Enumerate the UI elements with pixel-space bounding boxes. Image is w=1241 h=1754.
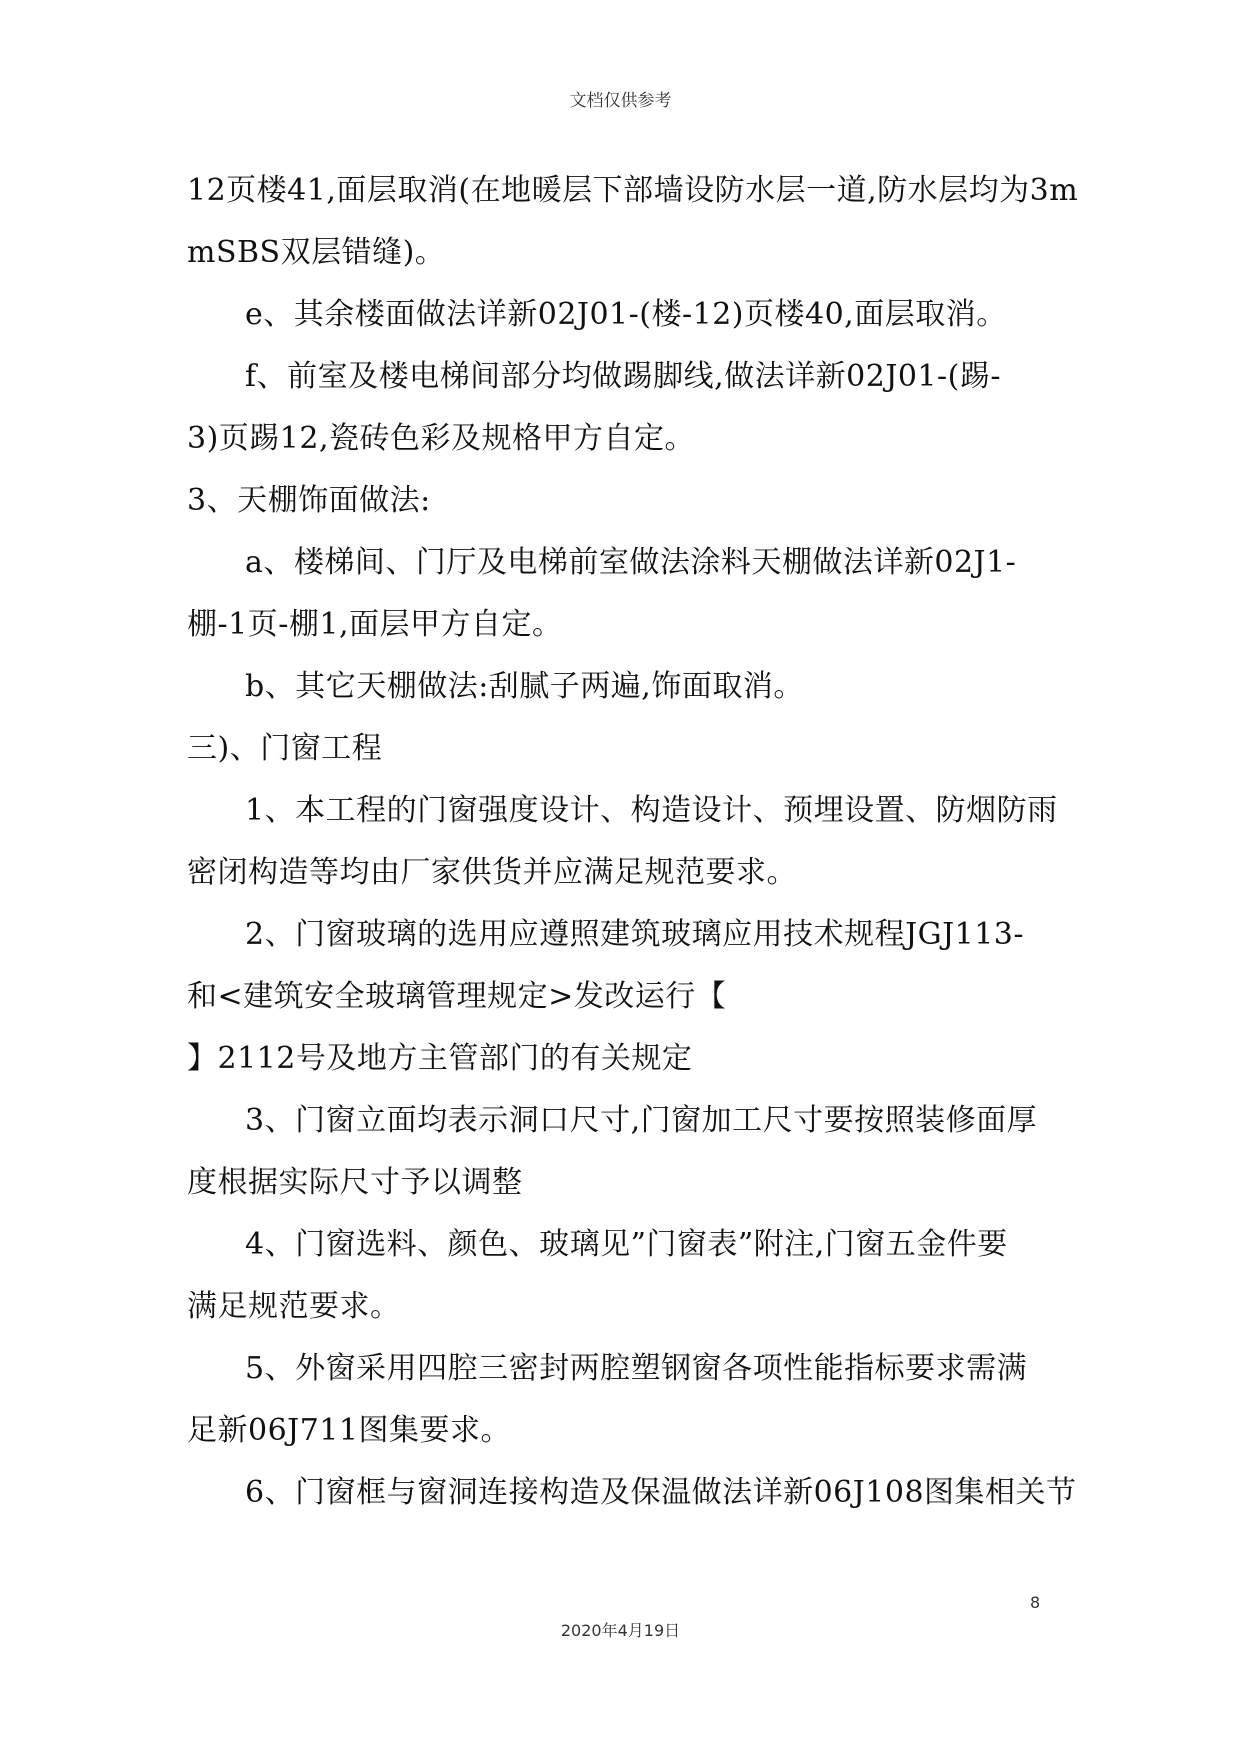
page-header: 文档仅供参考 xyxy=(569,91,672,111)
page-footer-date: 2020年4月19日 xyxy=(560,1621,681,1640)
text-line: b、其它天棚做法:刮腻子两遍,饰面取消。 xyxy=(245,669,804,704)
section-heading: 3、天棚饰面做法: xyxy=(187,483,431,518)
text-line: 】2112号及地方主管部门的有关规定 xyxy=(187,1041,693,1076)
text-line: 足新06J711图集要求。 xyxy=(187,1413,511,1448)
text-line: 满足规范要求。 xyxy=(187,1289,401,1324)
text-line: 3)页踢12,瓷砖色彩及规格甲方自定。 xyxy=(187,421,696,456)
text-line: 密闭构造等均由厂家供货并应满足规范要求。 xyxy=(187,855,797,890)
text-line: a、楼梯间、门厅及电梯前室做法涂料天棚做法详新02J1- xyxy=(245,545,1017,580)
text-line: 棚-1页-棚1,面层甲方自定。 xyxy=(187,607,563,642)
text-line: 4、门窗选料、颜色、玻璃见”门窗表”附注,门窗五金件要 xyxy=(245,1227,1008,1262)
text-line: 1、本工程的门窗强度设计、构造设计、预埋设置、防烟防雨 xyxy=(245,793,1058,828)
section-heading: 三)、门窗工程 xyxy=(187,731,383,766)
document-body xyxy=(187,160,1079,1524)
text-line: 12页楼41,面层取消(在地暖层下部墙设防水层一道,防水层均为3m xyxy=(187,173,1079,208)
text-line: mSBS双层错缝)。 xyxy=(187,235,446,270)
page-number: 8 xyxy=(1030,1593,1041,1612)
text-line: e、其余楼面做法详新02J01-(楼-12)页楼40,面层取消。 xyxy=(245,297,1007,332)
text-line: 2、门窗玻璃的选用应遵照建筑玻璃应用技术规程JGJ113- xyxy=(245,917,1025,952)
text-line: 6、门窗框与窗洞连接构造及保温做法详新06J108图集相关节 xyxy=(245,1475,1077,1510)
text-line: f、前室及楼电梯间部分均做踢脚线,做法详新02J01-(踢- xyxy=(245,359,1001,394)
text-line: 3、门窗立面均表示洞口尺寸,门窗加工尺寸要按照装修面厚 xyxy=(245,1103,1038,1138)
text-line: 和<建筑安全玻璃管理规定>发改运行【 xyxy=(187,979,727,1014)
text-line: 5、外窗采用四腔三密封两腔塑钢窗各项性能指标要求需满 xyxy=(245,1351,1028,1386)
text-line: 度根据实际尺寸予以调整 xyxy=(187,1165,523,1200)
